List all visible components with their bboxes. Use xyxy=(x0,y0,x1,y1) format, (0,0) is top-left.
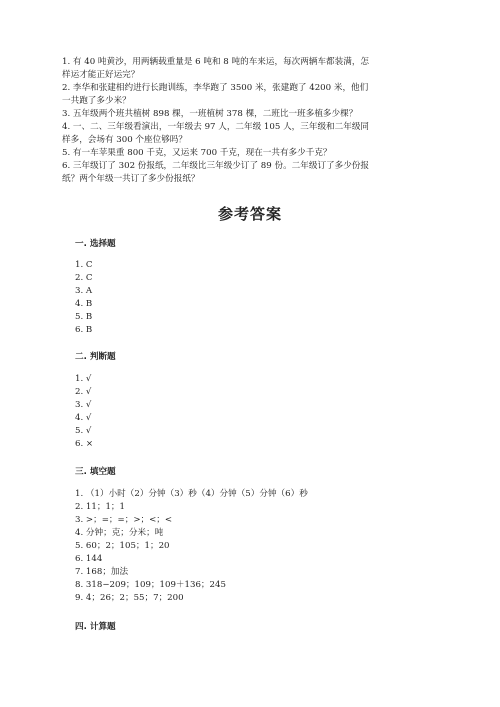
answer-item: 1. （1）小时（2）分钟（3）秒（4）分钟（5）分钟（6）秒 xyxy=(75,489,308,499)
answer-item: 1. √ xyxy=(75,374,92,384)
answer-item: 2. √ xyxy=(75,387,92,397)
section-heading-true-false: 二. 判断题 xyxy=(75,352,116,362)
problem-line: 一共跑了多少米？ xyxy=(62,96,131,106)
answer-key-title: 参考答案 xyxy=(217,205,282,223)
problem-line: 样多，会场有 300 个座位够吗？ xyxy=(62,135,187,145)
answer-item: 2. 11；1；1 xyxy=(75,502,125,512)
answer-item: 1. C xyxy=(75,260,93,270)
answer-item: 2. C xyxy=(75,273,93,283)
true-false-answers xyxy=(75,373,425,451)
problem-line: 2. 李华和张建相约进行长跑训练，李华跑了 3500 米，张建跑了 4200 米，他们 xyxy=(62,83,369,93)
answer-item: 3. √ xyxy=(75,400,92,410)
answer-item: 7. 168；加法 xyxy=(75,567,129,577)
problem-line: 3. 五年级两个班共植树 898 棵，一班植树 378 棵，二班比一班多植多少棵？ xyxy=(62,109,358,119)
answer-item: 4. 分钟；克；分米；吨 xyxy=(75,528,164,538)
problem-line: 1. 有 40 吨黄沙，用两辆载重量是 6 吨和 8 吨的车来运，每次两辆车都装满，怎 xyxy=(62,57,370,67)
problem-line: 样运才能正好运完？ xyxy=(62,70,140,80)
answer-item: 6. 144 xyxy=(75,554,103,564)
answer-item: 9. 4；26；2；55；7；200 xyxy=(75,593,184,603)
problem-line: 4. 一、二、三年级看演出，一年级去 97 人，二年级 105 人，三年级和二年级同 xyxy=(62,122,370,132)
answer-item: 5. √ xyxy=(75,426,92,436)
answer-item: 6. B xyxy=(75,325,93,335)
answer-item: 3. >；=；=；>；<；< xyxy=(75,515,173,525)
multiple-choice-answers xyxy=(75,259,425,337)
section-heading-fill-in-blank: 三. 填空题 xyxy=(75,467,116,477)
word-problems xyxy=(62,56,440,186)
problem-line: 6. 三年级订了 302 份报纸，二年级比三年级少订了 89 份。二年级订了多少份报 xyxy=(62,161,370,171)
answer-item: 5. 60；2；105；1；20 xyxy=(75,541,170,551)
answer-item: 4. B xyxy=(75,299,93,309)
answer-item: 5. B xyxy=(75,312,93,322)
section-heading-calculation: 四. 计算题 xyxy=(75,622,116,632)
answer-item: 4. √ xyxy=(75,413,92,423)
answer-item: 3. A xyxy=(75,286,93,296)
answer-item: 6. × xyxy=(75,439,94,449)
section-heading-multiple-choice: 一. 选择题 xyxy=(75,239,116,249)
problem-line: 纸？两个年级一共订了多少份报纸？ xyxy=(62,174,200,184)
answer-item: 8. 318−209；109；109＋136；245 xyxy=(75,580,226,590)
problem-line: 5. 有一车苹果重 800 千克，又运来 700 千克，现在一共有多少千克？ xyxy=(62,148,332,158)
fill-in-blank-answers xyxy=(75,488,425,605)
